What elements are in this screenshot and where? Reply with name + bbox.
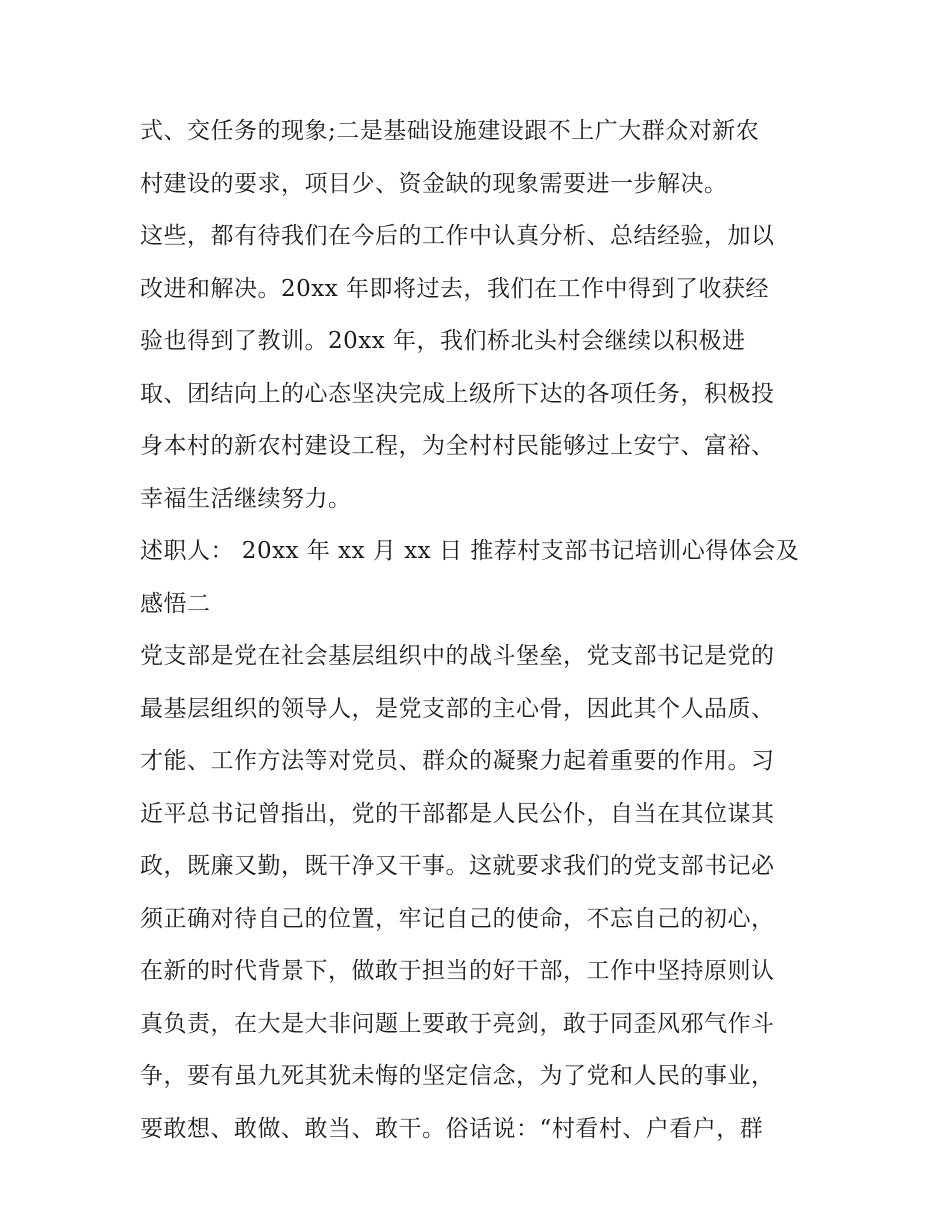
- text-line: 要敢想、敢做、敢当、敢干。俗话说：“村看村、户看户，群: [140, 1115, 764, 1142]
- text-line: 述职人： 20xx 年 xx 月 xx 日 推荐村支部书记培训心得体会及: [140, 538, 800, 564]
- document-body: [140, 110, 830, 1160]
- text-line: 争，要有虽九死其犹未悔的坚定信念，为了党和人民的事业，: [140, 1063, 775, 1089]
- text-line: 近平总书记曾指出，党的干部都是人民公仆，自当在其位谋其: [140, 800, 775, 827]
- text-line: 改进和解决。20xx 年即将过去，我们在工作中得到了收获经: [140, 275, 770, 302]
- text-line: 取、团结向上的心态坚决完成上级所下达的各项任务，积极投: [140, 380, 775, 407]
- text-line: 村建设的要求，项目少、资金缺的现象需要进一步解决。: [140, 170, 728, 197]
- text-line: 身本村的新农村建设工程，为全村村民能够过上安宁、富裕、: [140, 433, 775, 459]
- text-line: 才能、工作方法等对党员、群众的凝聚力起着重要的作用。习: [140, 748, 775, 774]
- text-line: 真负责，在大是大非问题上要敢于亮剑，敢于同歪风邪气作斗: [140, 1010, 775, 1037]
- text-line: 在新的时代背景下，做敢于担当的好干部，工作中坚持原则认: [140, 958, 775, 984]
- text-line: 须正确对待自己的位置，牢记自己的使命，不忘自己的初心，: [140, 905, 775, 932]
- text-line: 这些，都有待我们在今后的工作中认真分析、总结经验，加以: [140, 223, 775, 249]
- text-line: 式、交任务的现象;二是基础设施建设跟不上广大群众对新农: [140, 118, 760, 144]
- text-line: 幸福生活继续努力。: [140, 485, 352, 512]
- text-line: 政，既廉又勤，既干净又干事。这就要求我们的党支部书记必: [140, 853, 775, 879]
- text-line: 感悟二: [140, 590, 211, 617]
- text-line: 验也得到了教训。20xx 年，我们桥北头村会继续以积极进: [140, 328, 746, 354]
- text-line: 党支部是党在社会基层组织中的战斗堡垒，党支部书记是党的: [140, 643, 775, 669]
- text-line: 最基层组织的领导人，是党支部的主心骨，因此其个人品质、: [140, 695, 775, 722]
